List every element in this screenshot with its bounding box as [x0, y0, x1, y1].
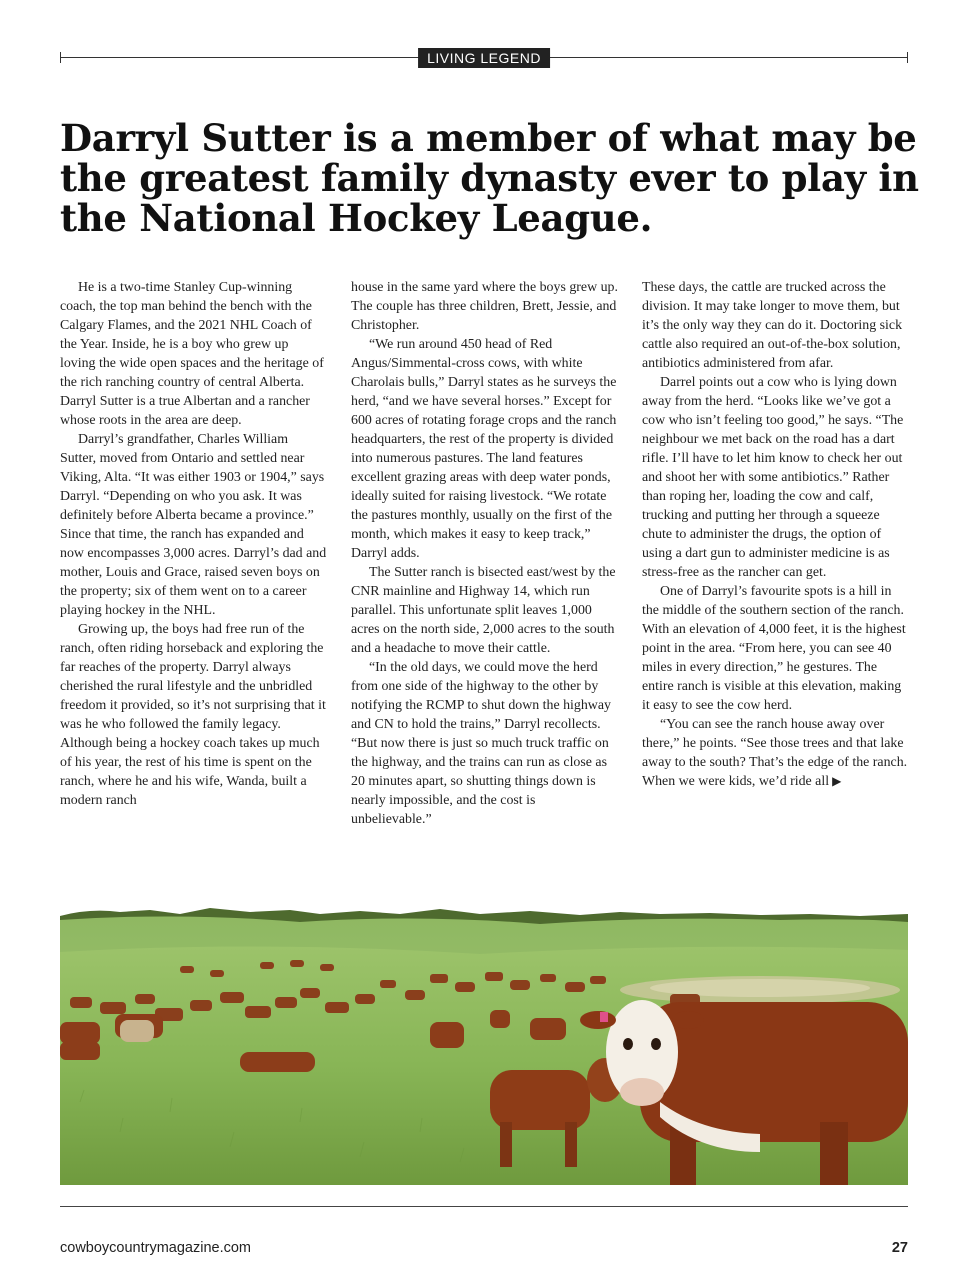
footer-rule — [60, 1206, 908, 1207]
page-number: 27 — [891, 1240, 908, 1256]
paragraph: “We run around 450 head of Red Angus/Simmental-cross cows, with white Charolais bulls,” Darryl states as he surveys the herd, “and we have several horses.” Except for 600 acres of rotating forage crops and the ranch headquarters, the rest of the property is divided into numerous pastures. The land features excellent grazing areas with deep water ponds, ideally suited for raising livestock. “We rotate the pastures monthly, usually on the first of the month, which makes it easy to keep track,” Darryl adds. — [351, 337, 617, 561]
cattle-photo — [60, 902, 908, 1185]
article-body — [60, 278, 915, 829]
footer-url: cowboycountrymagazine.com — [60, 1240, 252, 1256]
column-3 — [642, 278, 909, 829]
paragraph: The Sutter ranch is bisected east/west by the CNR mainline and Highway 14, which run parallel. This unfortunate split leaves 1,000 acres on the north side, 2,000 acres to the south and a headache to move their cattle. — [351, 565, 616, 656]
paragraph — [642, 715, 909, 791]
section-label: LIVING LEGEND — [418, 48, 550, 68]
paragraph: Growing up, the boys had free run of the ranch, often riding horseback and exploring the far reaches of the property. Darryl always cherished the rural lifestyle and the unbridled freedom it provided, so it’s not surprising that it was he who followed the family legacy. Although being a hockey coach takes up much of his year, the rest of his time is spent on the ranch, where he and his wife, Wanda, built a modern ranch — [60, 622, 326, 808]
paragraph: house in the same yard where the boys grew up. The couple has three children, Brett, Jessie, and Christopher. — [351, 280, 618, 333]
header-rule-right-tick — [907, 52, 908, 63]
column-2 — [351, 278, 618, 829]
paragraph: One of Darryl’s favourite spots is a hill in the middle of the southern section of the ranch. With an elevation of 4,000 feet, it is the highest point in the area. “From here, you can see 40 miles in every direction,” he gestures. The entire ranch is visible at this elevation, making it easy to see the cow herd. — [642, 584, 906, 713]
continue-arrow-icon: ▶ — [832, 774, 842, 788]
header-rule-left-tick — [60, 52, 61, 63]
paragraph-text: “You can see the ranch house away over there,” he points. “See those trees and that lake away to the south? That’s the edge of the ranch. When we were kids, we’d ride all — [642, 717, 908, 789]
paragraph: He is a two-time Stanley Cup-winning coach, the top man behind the bench with the Calgary Flames, and the 2021 NHL Coach of the Year. Inside, he is a boy who grew up loving the wide open spaces and the heritage of the rich ranching country of central Alberta. Darryl Sutter is a true Albertan and a rancher whose roots in the area are deep. — [60, 280, 324, 428]
column-1 — [60, 278, 327, 829]
paragraph: These days, the cattle are trucked across the division. It may take longer to move them, but it’s the only way they can do it. Doctoring sick cattle also required an out-of-the-box solution, antibiotics administered from afar. — [642, 280, 903, 371]
headline: Darryl Sutter is a member of what may be the greatest family dynasty ever to play in the National Hockey League. — [60, 116, 919, 240]
paragraph: “In the old days, we could move the herd from one side of the highway to the other by notifying the RCMP to shut down the highway and CN to hold the trains,” Darryl recollects. “But now there is just so much truck traffic on the highway, and the trains can run as close as 20 minutes apart, so shutting things down is nearly impossible, and the cost is unbelievable.” — [351, 660, 611, 827]
paragraph: Darrel points out a cow who is lying down away from the herd. “Looks like we’ve got a cow who isn’t feeling too good,” he says. “The neighbour we met back on the road has a dart rifle. I’ll have to let him know to check her out and shoot her with some antibiotics.” Rather than roping her, loading the cow and calf, trucking and putting her through a squeeze chute to administer the drugs, the option of using a dart gun to administer medicine is as stress-free as the rancher can get. — [642, 375, 904, 580]
paragraph: Darryl’s grandfather, Charles William Sutter, moved from Ontario and settled near Viking, Alta. “It was either 1903 or 1904,” says Darryl. “Depending on who you ask. It was definitely before Alberta became a province.” Since that time, the ranch has expanded and now encompasses 3,000 acres. Darryl’s dad and mother, Louis and Grace, raised seven boys on the property; six of them went on to a career playing hockey in the NHL. — [60, 432, 327, 618]
